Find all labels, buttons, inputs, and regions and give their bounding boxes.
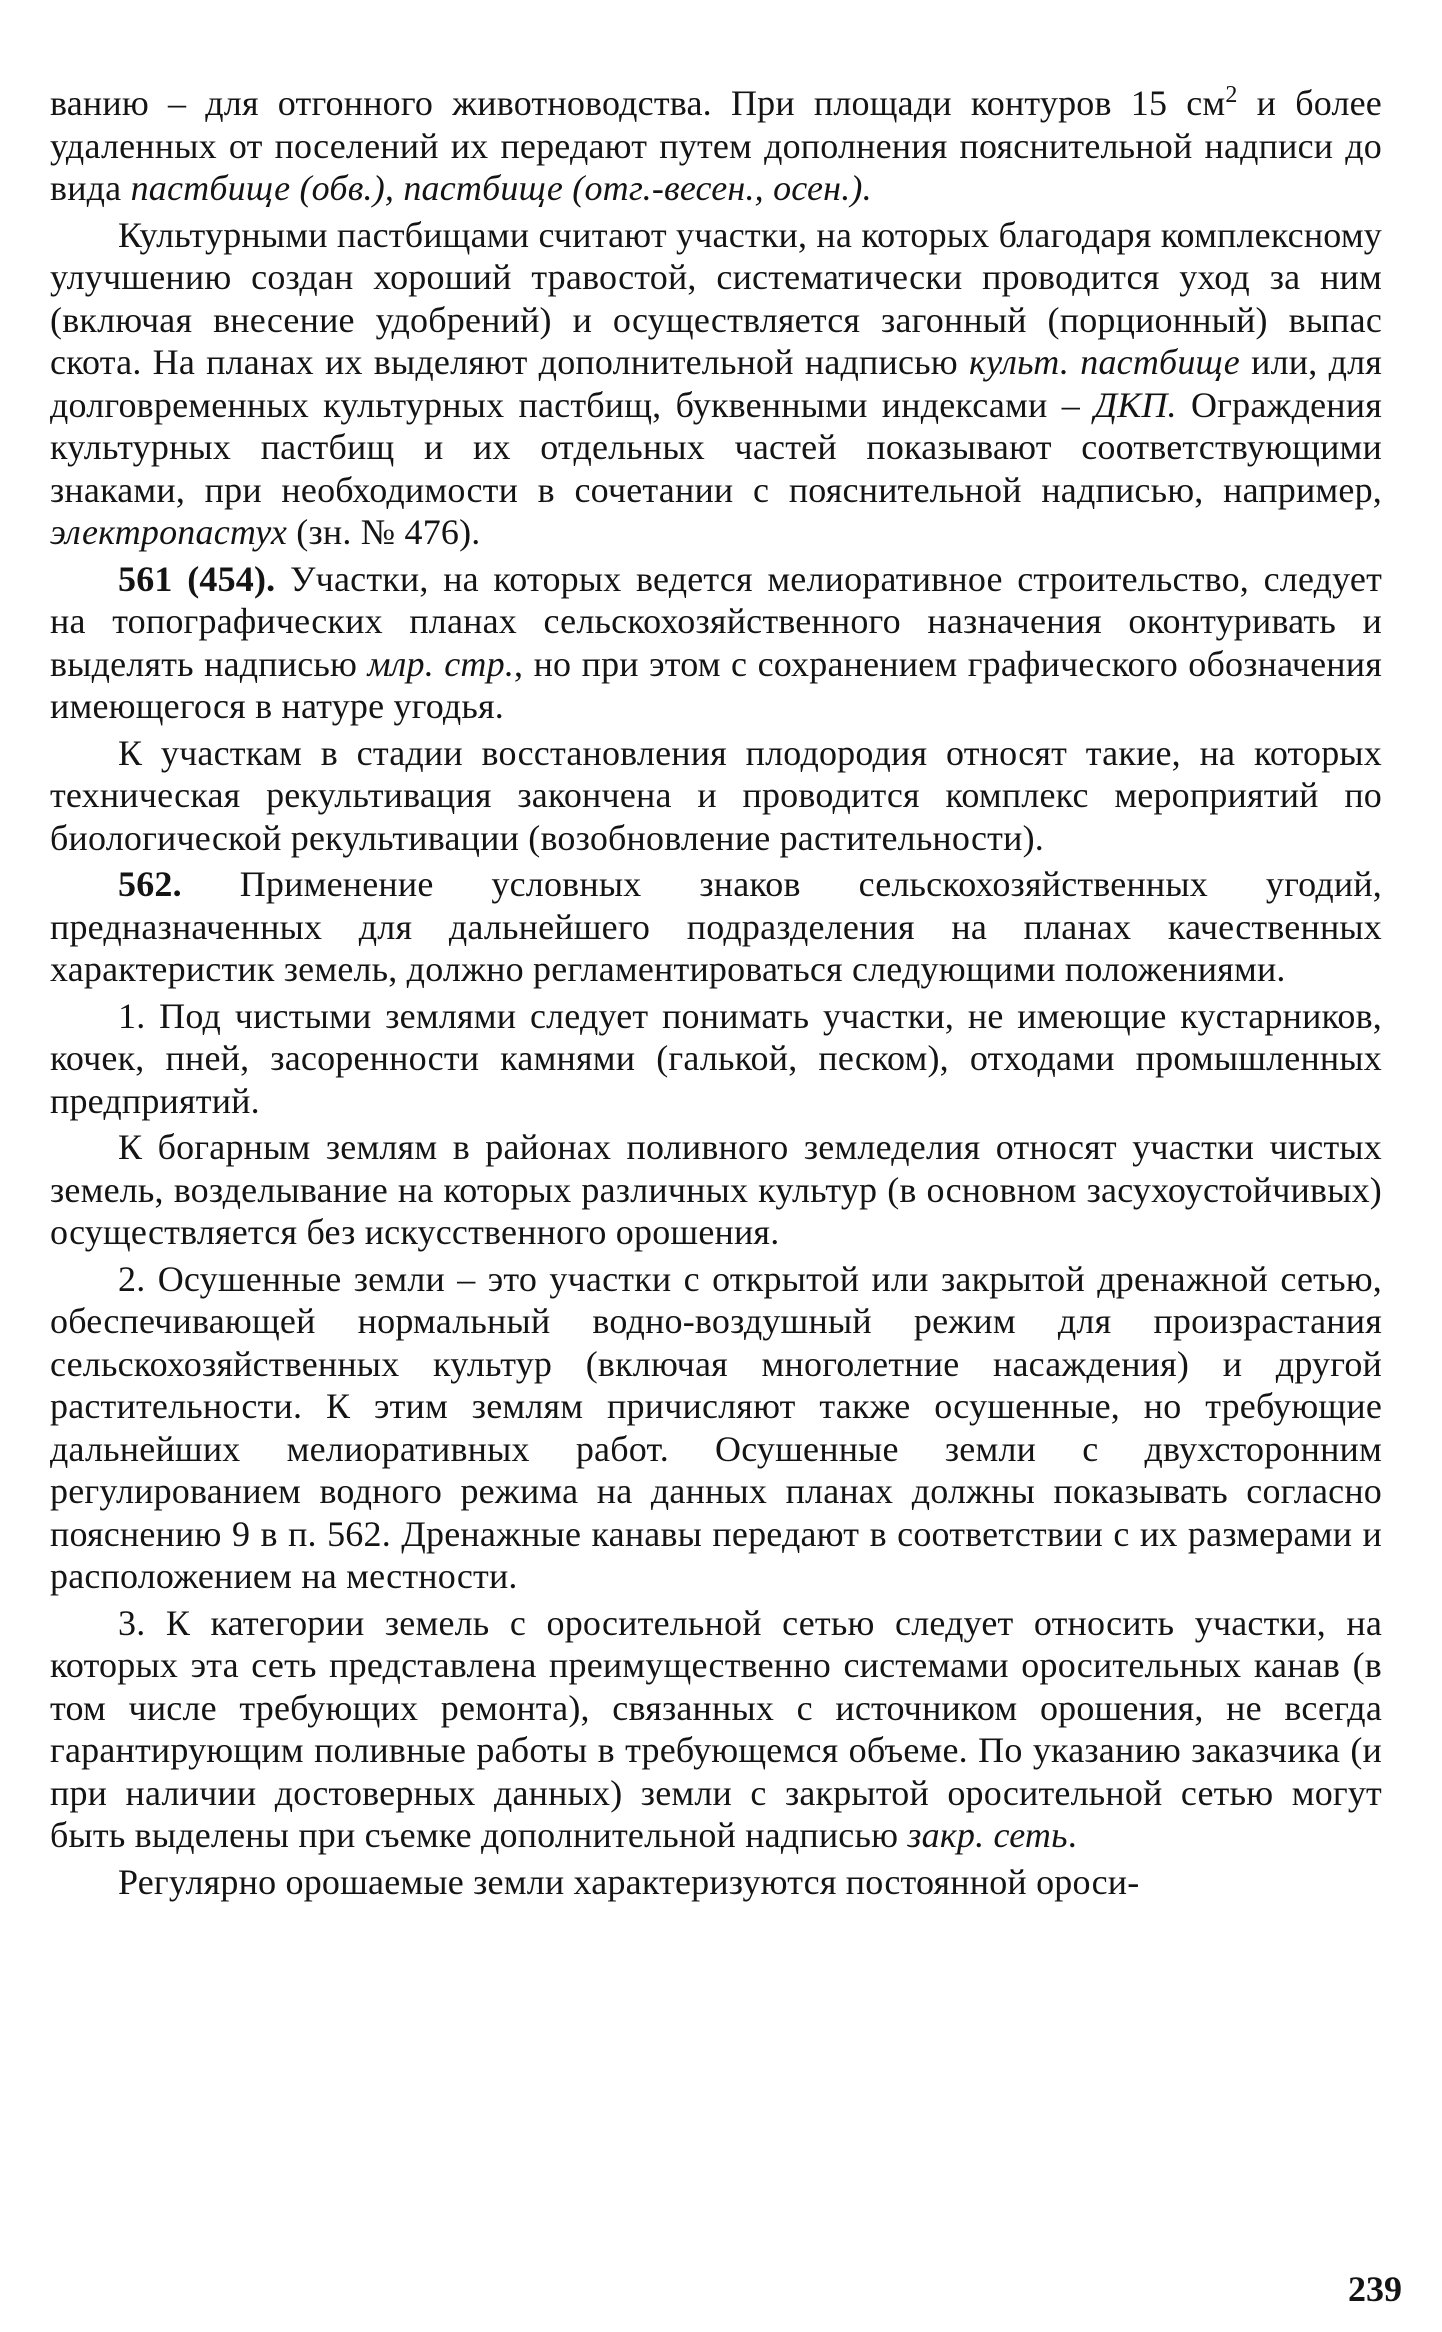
paragraph-2 — [50, 558, 1382, 728]
text-run: Культурными пастбищами считают участки, на которых благодаря комплексному улучшению создан хороший травостой, систематически проводится уход за ним (включая внесение удобрений) и осуществляется загонный (порционный) выпас скота. На планах их выделяют дополнительной надписью — [50, 214, 1382, 382]
text-run: Регулярно орошаемые земли характеризуются постоянной ороси- — [118, 1861, 1140, 1902]
paragraph-6 — [50, 1126, 1382, 1254]
text-run: К участкам в стадии восстановления плодородия относят такие, на которых техническая рекультивация закончена и проводится комплекс мероприятий по биологической рекультивации (возобновление растительности). — [50, 732, 1382, 858]
text-run: 561 (454). — [118, 558, 276, 599]
paragraph-4 — [50, 863, 1382, 991]
text-run: и более удаленных от поселений их передают путем дополнения пояснительной надписи до вида — [50, 83, 1382, 208]
text-run: 1. Под чистыми землями следует понимать участки, не имеющие кустарников, кочек, пней, засоренности камнями (галькой, песком), отходами промышленных предприятий. — [50, 995, 1382, 1121]
text-run: 3. К категории земель с оросительной сетью следует относить участки, на которых эта сеть представлена преимущественно системами оросительных канав (в том числе требующих ремонта), связанных с источником орошения, не всегда гарантирующим поливные работы в требующемся объеме. По указанию заказчика (и при наличии достоверных данных) земли с закрытой оросительной сетью могут быть выделены при съемке дополнительной надписью — [50, 1602, 1382, 1855]
paragraph-5 — [50, 995, 1382, 1123]
text-run: (зн. № 476). — [287, 512, 481, 552]
text-run: 562. — [118, 864, 182, 904]
paragraph-3 — [50, 732, 1382, 860]
text-run: ДКП. — [1094, 384, 1177, 425]
paragraph-8 — [50, 1602, 1382, 1857]
text-run: 2. Осушенные земли – это участки с открытой или закрытой дренажной сетью, обеспечивающей нормальный водно-воздушный режим для произрастания сельскохозяйственных культур (включая многолетние насаждения) и другой растительности. К этим землям причисляют также осушенные, но требующие дальнейших мелиоративных работ. Осушенные земли с двухсторонним регулированием водного режима на данных планах должны показывать согласно пояснению 9 в п. 562. Дренажные канавы передают в соответствии с их размерами и расположением на местности. — [50, 1258, 1382, 1596]
text-run: ванию – для отгонного животноводства. При площади контуров 15 см — [50, 83, 1226, 123]
text-run: Участки, на которых ведется мелиоративное строительство, следует на топографических планах сельскохозяйственного назначения оконтуривать и выделять надписью — [50, 558, 1382, 684]
text-run: или, для долговременных культурных пастбищ, буквенными индексами – — [50, 342, 1383, 425]
text-run: Применение условных знаков сельскохозяйственных угодий, предназначенных для дальнейшего подразделения на планах качественных характеристик земель, должно регламентироваться следующими положениями. — [50, 864, 1382, 989]
text-run: закр. сеть — [907, 1815, 1068, 1855]
text-run: Ограждения культурных пастбищ и их отдельных частей показывают соответствующими знаками, при необходимости в сочетании с пояснительной надписью, например, — [50, 384, 1382, 510]
paragraph-1 — [50, 214, 1382, 554]
text-run: млр. стр. — [367, 643, 515, 684]
text-run: К богарным землям в районах поливного земледелия относят участки чистых земель, возделывание на которых различных культур (в основном засухоустойчивых) осуществляется без искусственного орошения. — [50, 1127, 1382, 1252]
text-run: 2 — [1225, 82, 1238, 108]
paragraph-9 — [50, 1861, 1382, 1904]
paragraph-0 — [50, 82, 1382, 210]
text-run: культ. пастбище — [969, 342, 1240, 382]
text-run: электропастух — [50, 512, 288, 552]
text-run: . — [1067, 1815, 1077, 1855]
paragraph-7 — [50, 1258, 1382, 1598]
body-text — [50, 82, 1382, 1903]
text-run: пастбище (обв.), пастбище (отг.-весен., осен.). — [130, 168, 872, 208]
page-number: 239 — [1348, 2269, 1402, 2309]
text-run: , но при этом с сохранением графического обозначения имеющегося в натуре угодья. — [50, 643, 1383, 726]
